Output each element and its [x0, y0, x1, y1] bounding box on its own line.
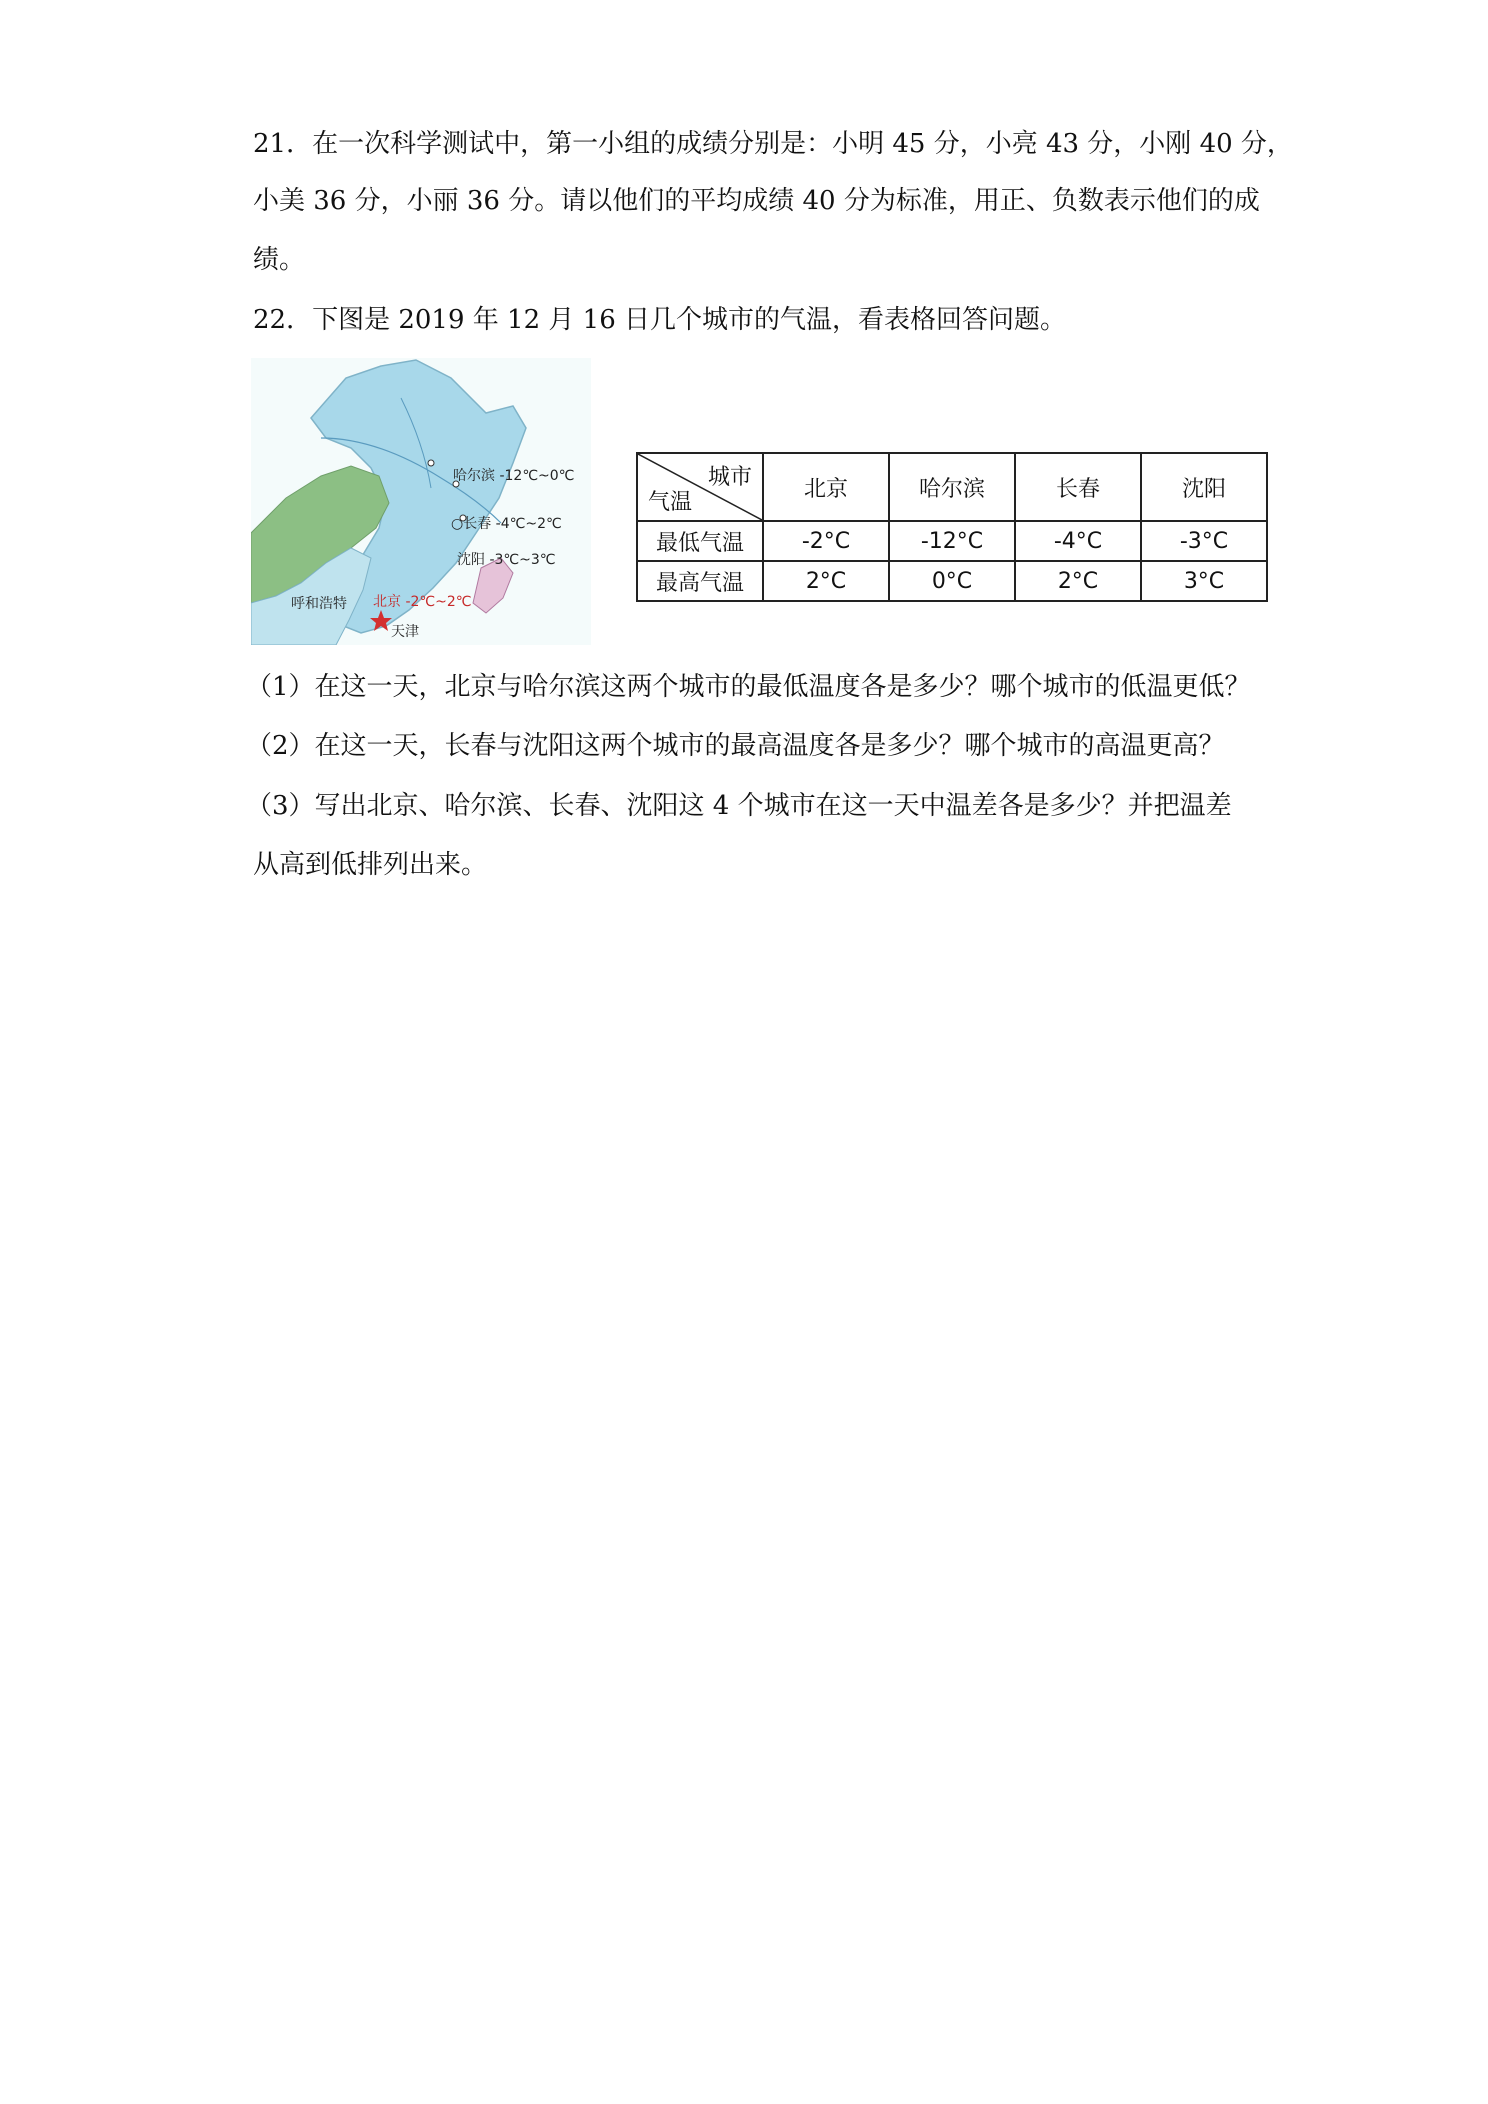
table-cell: 2°C — [1015, 561, 1141, 601]
q22-sub3-line-1: （3）写出北京、哈尔滨、长春、沈阳这 4 个城市在这一天中温差各是多少？并把温差 — [246, 791, 1232, 821]
q21-line-1: 21．在一次科学测试中，第一小组的成绩分别是：小明 45 分，小亮 43 分，小刚 40 分， — [253, 129, 1293, 159]
q21-line-3: 绩。 — [253, 245, 306, 275]
row-label: 最低气温 — [637, 521, 763, 561]
table-header-row — [637, 453, 1267, 521]
temperature-table — [636, 452, 1268, 602]
table-corner-cell — [637, 453, 763, 521]
harbin-marker — [428, 460, 434, 466]
table-row-min — [637, 521, 1267, 561]
table-header-city: 长春 — [1015, 453, 1141, 521]
map-label-tianjin: 天津 — [391, 624, 419, 640]
table-cell: 2°C — [763, 561, 889, 601]
row-label: 最高气温 — [637, 561, 763, 601]
q22-sub1: （1）在这一天，北京与哈尔滨这两个城市的最低温度各是多少？哪个城市的低温更低？ — [246, 672, 1251, 702]
q22-intro: 22．下图是 2019 年 12 月 16 日几个城市的气温，看表格回答问题。 — [253, 305, 1067, 335]
table-row-max — [637, 561, 1267, 601]
map-label-hohhot: 呼和浩特 — [291, 596, 347, 612]
table-header-city: 北京 — [763, 453, 889, 521]
corner-label-city: 城市 — [707, 465, 752, 490]
table-cell: -12°C — [889, 521, 1015, 561]
table-header-city: 沈阳 — [1141, 453, 1267, 521]
table-header-city: 哈尔滨 — [889, 453, 1015, 521]
q22-sub3-line-2: 从高到低排列出来。 — [253, 850, 488, 880]
map-label-changchun: ○长春 -4℃~2℃ — [451, 516, 562, 532]
map-label-shenyang: 沈阳 -3℃~3℃ — [457, 552, 556, 568]
q21-line-2: 小美 36 分，小丽 36 分。请以他们的平均成绩 40 分为标准，用正、负数表示他们的成 — [253, 186, 1260, 216]
table-cell: -4°C — [1015, 521, 1141, 561]
table-cell: -3°C — [1141, 521, 1267, 561]
map-label-harbin: 哈尔滨 -12℃~0℃ — [453, 468, 575, 484]
map-label-beijing: 北京 -2℃~2℃ — [373, 594, 472, 610]
table-cell: 0°C — [889, 561, 1015, 601]
temperature-map — [251, 358, 591, 645]
q22-sub2: （2）在这一天，长春与沈阳这两个城市的最高温度各是多少？哪个城市的高温更高？ — [246, 731, 1225, 761]
table-cell: 3°C — [1141, 561, 1267, 601]
corner-label-temperature: 气温 — [648, 490, 693, 515]
table-cell: -2°C — [763, 521, 889, 561]
